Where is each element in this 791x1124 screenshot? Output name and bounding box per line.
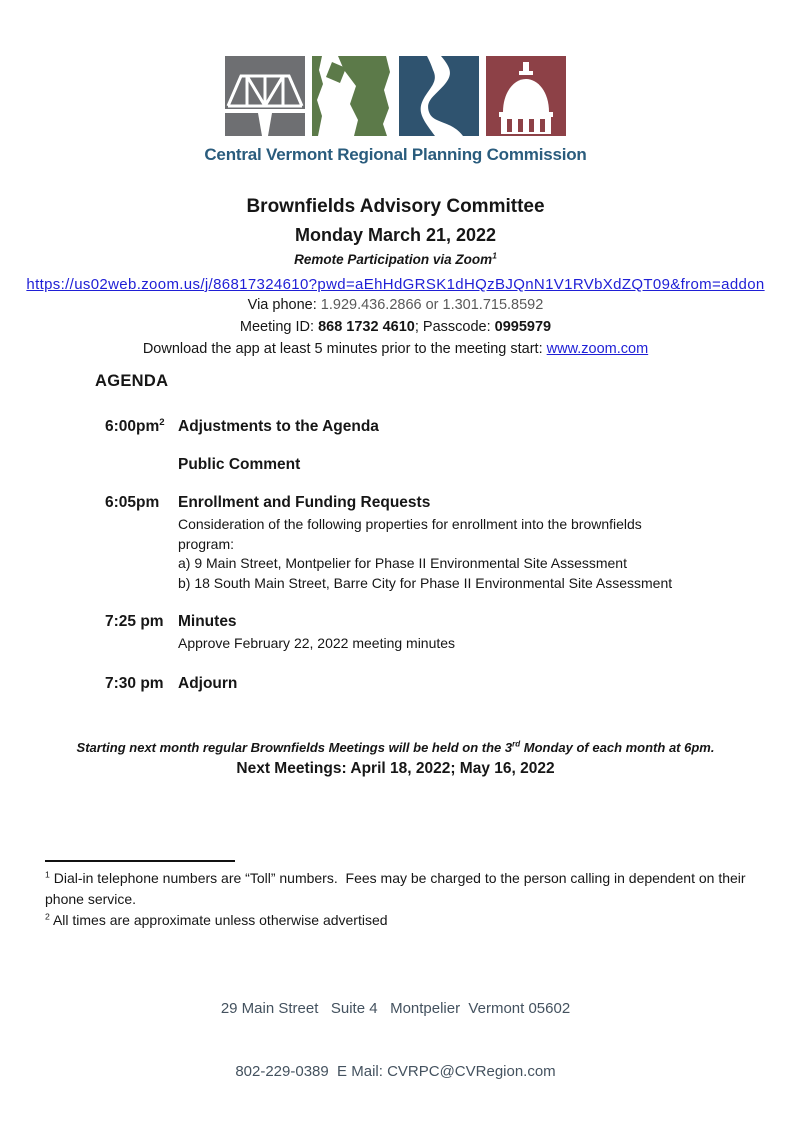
phone-numbers: 1.929.436.2866 or 1.301.715.8592 — [320, 297, 544, 313]
agenda-item-adjourn — [105, 675, 237, 693]
passcode-label: ; Passcode: — [414, 319, 495, 335]
agenda-item-enrollment — [105, 494, 733, 593]
next-meetings: Next Meetings: April 18, 2022; May 16, 2022 — [236, 760, 555, 777]
download-app-row — [0, 341, 791, 357]
schedule-note — [0, 740, 791, 755]
meeting-date: Monday March 21, 2022 — [294, 225, 497, 245]
footnote-marker: 1 — [45, 869, 50, 880]
logo-tiles — [225, 56, 566, 136]
agenda-item-body — [178, 613, 733, 654]
page-title: Brownfields Advisory Committee — [246, 196, 545, 217]
footnote-text: Dial-in telephone numbers are “Toll” numbers. Fees may be charged to the person calling in dependent on their phone service. — [45, 870, 750, 907]
agenda-heading: AGENDA — [95, 372, 169, 390]
org-name: Central Vermont Regional Planning Commission — [204, 145, 587, 164]
vermont-state-icon — [312, 56, 392, 136]
zoom-website-link[interactable]: www.zoom.com — [546, 341, 649, 357]
schedule-note-text: Starting next month regular Brownfields Meetings will be held on the 3 — [76, 740, 513, 755]
zoom-join-link[interactable]: https://us02web.zoom.us/j/86817324610?pwd=aEhHdGRSK1dHQzBJQnN1V1RVbXdZQT09&from=addon — [26, 276, 765, 293]
meeting-id-value: 868 1732 4610 — [318, 319, 415, 335]
footnote-dial-in — [45, 868, 760, 910]
capitol-dome-icon — [486, 56, 566, 136]
agenda-item-title: Adjourn — [178, 675, 238, 692]
phone-info-row — [0, 297, 791, 313]
meeting-subtitle — [0, 252, 791, 267]
ordinal-sup: rd — [512, 739, 521, 749]
org-logo — [0, 56, 791, 165]
detail-line: Approve February 22, 2022 meeting minutes — [178, 635, 456, 651]
footnote-separator — [45, 860, 235, 862]
agenda-item-time: 7:30 pm — [105, 675, 164, 692]
via-phone-label: Via phone: — [247, 297, 321, 313]
meeting-id-label: Meeting ID: — [239, 319, 319, 335]
footnotes — [45, 868, 760, 931]
document-header — [0, 196, 791, 267]
detail-line: program: — [178, 535, 235, 552]
agenda-item-details — [178, 634, 733, 654]
agenda-item-details — [178, 515, 733, 593]
agenda-item-time: 7:25 pm — [105, 613, 164, 630]
meeting-id-row — [0, 319, 791, 335]
agenda-item-body — [178, 494, 733, 593]
agenda-item-title: Adjustments to the Agenda — [178, 418, 379, 435]
detail-line: Consideration of the following properties for enrollment into the brownfields — [178, 516, 642, 532]
agenda-item-title: Enrollment and Funding Requests — [178, 494, 431, 511]
time-text: 6:00pm — [105, 418, 160, 435]
bridge-icon — [225, 56, 305, 136]
footnote-text: All times are approximate unless otherwise advertised — [49, 912, 388, 928]
river-icon — [399, 56, 479, 136]
agenda-item-time: 6:05pm — [105, 494, 160, 511]
download-instruction: Download the app at least 5 minutes prior to the meeting start: — [142, 341, 547, 357]
agenda-item-public-comment — [105, 456, 300, 474]
agenda-item-title: Public Comment — [178, 456, 301, 473]
org-footer — [0, 956, 791, 1124]
footnote-times — [45, 910, 760, 931]
footnote-marker: 2 — [45, 911, 50, 922]
detail-line: a) 9 Main Street, Montpelier for Phase II Environmental Site Assessment — [178, 555, 627, 571]
agenda-item-minutes — [105, 613, 733, 654]
agenda-item-time — [105, 418, 178, 436]
passcode-value: 0995979 — [494, 319, 552, 335]
subtitle-footnote-ref: 1 — [492, 250, 497, 261]
schedule-note-text-end: Monday of each month at 6pm. — [520, 740, 715, 755]
zoom-join-link-row — [0, 276, 791, 293]
footer-address: 29 Main Street Suite 4 Montpelier Vermont 05602 — [220, 1000, 571, 1017]
agenda-item-title: Minutes — [178, 613, 237, 630]
subtitle-text: Remote Participation via Zoom — [294, 252, 493, 267]
footer-contact: 802-229-0389 E Mail: CVRPC@CVRegion.com — [235, 1063, 556, 1080]
time-footnote-ref: 2 — [159, 416, 165, 428]
agenda-item-adjustments — [105, 418, 379, 436]
detail-line: b) 18 South Main Street, Barre City for Phase II Environmental Site Assessment — [178, 574, 673, 591]
